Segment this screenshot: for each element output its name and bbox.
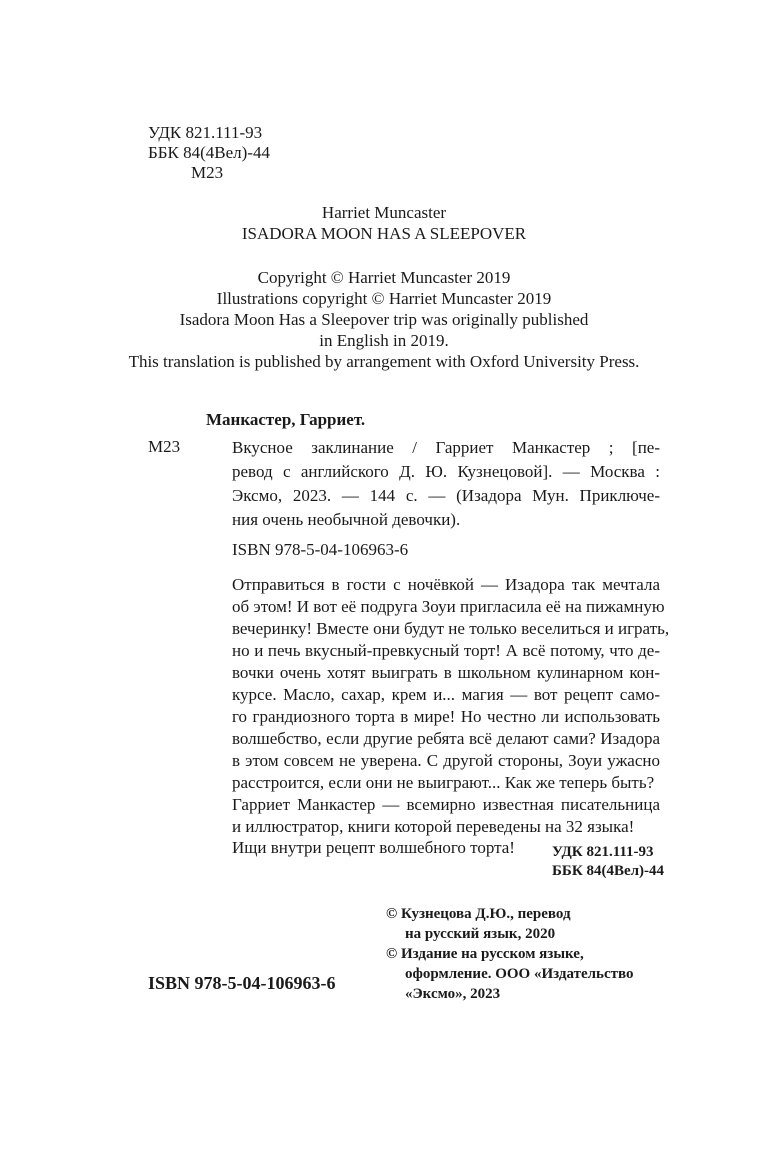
copyright-line: оформление. ООО «Издательство (405, 966, 634, 982)
rights-line: Isadora Moon Has a Sleepover trip was originally published (179, 310, 589, 329)
catalog-mark: М23 (148, 437, 181, 456)
annotation-line: вечеринку! Вместе они будут не только веселиться и играть, (232, 619, 670, 638)
copyright-line: «Эксмо», 2023 (405, 986, 501, 1002)
annotation-bbk: ББК 84(4Вел)-44 (552, 863, 665, 879)
rights-line: Copyright © Harriet Muncaster 2019 (257, 268, 511, 287)
annotation-line: волшебство, если другие ребята всё делают сами? Изадора (232, 729, 660, 748)
catalog-entry-line: ревод с английского Д. Ю. Кузнецовой]. — Москва : (232, 462, 660, 481)
catalog-isbn: ISBN 978-5-04-106963-6 (232, 540, 409, 559)
annotation-line: об этом! И вот её подруга Зоуи пригласила её на пижамную (232, 597, 665, 616)
copyright-line: © Издание на русском языке, (386, 946, 584, 962)
annotation-line: вочки очень хотят выиграть в школьном кулинарном кон- (232, 663, 660, 682)
original-title: ISADORA MOON HAS A SLEEPOVER (241, 224, 527, 243)
annotation-line: в этом совсем не уверена. С другой стороны, Зоуи ужасно (232, 751, 660, 770)
udk-code: УДК 821.111-93 (148, 123, 263, 142)
rights-line: This translation is published by arrangement with Oxford University Press. (128, 352, 640, 371)
catalog-entry-line: ния очень необычной девочки). (232, 510, 461, 529)
annotation-line: расстроится, если они не выиграют... Как же теперь быть? (232, 773, 655, 792)
copyright-line: © Кузнецова Д.Ю., перевод (386, 906, 571, 922)
rights-line: Illustrations copyright © Harriet Muncaster 2019 (216, 289, 552, 308)
copyright-line: на русский язык, 2020 (405, 926, 556, 942)
annotation-line: курсе. Масло, сахар, крем и... магия — вот рецепт само- (232, 685, 660, 704)
bbk-code: ББК 84(4Вел)-44 (148, 143, 270, 162)
author-mark: М23 (191, 163, 224, 182)
annotation-line: но и печь вкусный-превкусный торт! А всё потому, что де- (232, 641, 660, 660)
catalog-entry-line: Вкусное заклинание / Гарриет Манкастер ; [пе- (232, 438, 660, 457)
catalog-entry-line: Эксмо, 2023. — 144 с. — (Изадора Мун. Приключе- (232, 486, 660, 505)
annotation-udk: УДК 821.111-93 (552, 844, 654, 860)
annotation-line: Гарриет Манкастер — всемирно известная писательница (232, 795, 660, 814)
annotation-line: Отправиться в гости с ночёвкой — Изадора так мечтала (232, 575, 660, 594)
catalog-heading: Манкастер, Гарриет. (206, 410, 366, 429)
rights-line: in English in 2019. (319, 331, 449, 350)
original-author: Harriet Muncaster (321, 203, 447, 222)
bottom-isbn: ISBN 978-5-04-106963-6 (148, 973, 336, 993)
annotation-line: го грандиозного торта в мире! Но честно ли использовать (232, 707, 660, 726)
annotation-line: Ищи внутри рецепт волшебного торта! (232, 838, 515, 857)
annotation-line: и иллюстратор, книги которой переведены на 32 языка! (232, 817, 635, 836)
